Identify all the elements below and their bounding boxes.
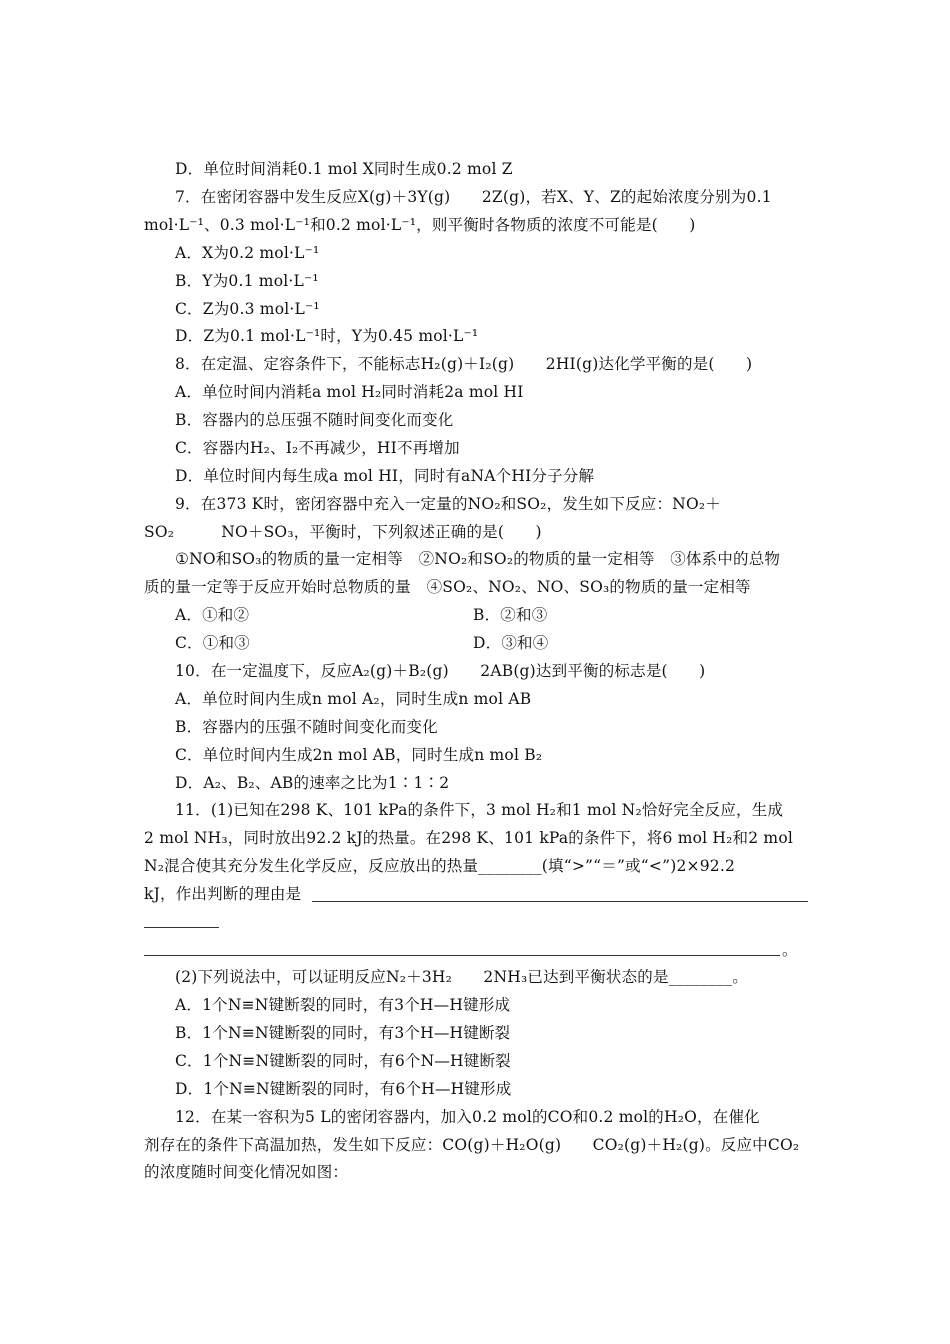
q8-option-c: C．容器内H₂、I₂不再减少，HI不再增加 xyxy=(175,439,460,457)
q11-answer-blank-1[interactable] xyxy=(312,901,808,902)
q9-stem-line1: 9．在373 K时，密闭容器中充入一定量的NO₂和SO₂，发生如下反应：NO₂＋ xyxy=(175,495,721,513)
q11-answer-period: 。 xyxy=(782,941,798,959)
q10-option-b: B．容器内的压强不随时间变化而变化 xyxy=(175,718,438,736)
q11-option-b: B．1个N≡N键断裂的同时，有3个H—H键断裂 xyxy=(175,1024,511,1042)
q11-part2-stem: (2)下列说法中，可以证明反应N₂＋3H₂ 2NH₃已达到平衡状态的是________。 xyxy=(175,968,748,986)
q7-option-b: B．Y为0.1 mol·L⁻¹ xyxy=(175,272,319,290)
q11-answer-blank-2[interactable] xyxy=(144,927,219,928)
q12-stem-line1: 12．在某一容积为5 L的密闭容器内，加入0.2 mol的CO和0.2 mol的H₂O，在催化 xyxy=(175,1108,760,1126)
q11-answer-blank-3[interactable] xyxy=(144,955,780,956)
q9-statements-line1: ①NO和SO₃的物质的量一定相等 ②NO₂和SO₂的物质的量一定相等 ③体系中的总物 xyxy=(175,550,781,568)
q7-option-a: A．X为0.2 mol·L⁻¹ xyxy=(175,244,320,262)
q11-part1-line3: N₂混合使其充分发生化学反应，反应放出的热量________(填“>”“＝”或“<”)2×92.2 xyxy=(144,857,736,875)
q12-stem-line3: 的浓度随时间变化情况如图： xyxy=(144,1163,349,1181)
q7-option-d: D．Z为0.1 mol·L⁻¹时，Y为0.45 mol·L⁻¹ xyxy=(175,327,479,345)
q11-option-a: A．1个N≡N键断裂的同时，有3个H—H键形成 xyxy=(175,996,511,1014)
q8-stem: 8．在定温、定容条件下，不能标志H₂(g)＋I₂(g) 2HI(g)达化学平衡的是( ) xyxy=(175,355,753,373)
q11-option-c: C．1个N≡N键断裂的同时，有6个N—H键断裂 xyxy=(175,1052,511,1070)
q10-option-a: A．单位时间内生成n mol A₂，同时生成n mol AB xyxy=(175,690,532,708)
q7-stem-line1: 7．在密闭容器中发生反应X(g)＋3Y(g) 2Z(g)，若X、Y、Z的起始浓度分别为0.1 xyxy=(175,188,772,206)
q10-option-c: C．单位时间内生成2n mol AB，同时生成n mol B₂ xyxy=(175,746,543,764)
q7-option-c: C．Z为0.3 mol·L⁻¹ xyxy=(175,300,320,318)
q11-part1-line1: 11．(1)已知在298 K、101 kPa的条件下，3 mol H₂和1 mol N₂恰好完全反应，生成 xyxy=(175,801,784,819)
q9-stem-line2: SO₂ NO＋SO₃，平衡时，下列叙述正确的是( ) xyxy=(144,523,542,541)
q9-option-d: D．③和④ xyxy=(473,634,549,652)
q9-statements-line2: 质的量一定等于反应开始时总物质的量 ④SO₂、NO₂、NO、SO₃的物质的量一定相等 xyxy=(144,578,751,596)
q12-stem-line2: 剂存在的条件下高温加热，发生如下反应：CO(g)＋H₂O(g) CO₂(g)＋H₂(g)。反应中CO₂ xyxy=(144,1136,800,1154)
q11-option-d: D．1个N≡N键断裂的同时，有6个H—H键形成 xyxy=(175,1080,512,1098)
q11-part1-line2: 2 mol NH₃，同时放出92.2 kJ的热量。在298 K、101 kPa的条件下，将6 mol H₂和2 mol xyxy=(144,829,794,847)
q10-option-d: D．A₂、B₂、AB的速率之比为1∶1∶2 xyxy=(175,774,450,792)
q10-stem: 10．在一定温度下，反应A₂(g)＋B₂(g) 2AB(g)达到平衡的标志是( ) xyxy=(175,662,706,680)
q11-reason-prompt: kJ，作出判断的理由是 xyxy=(144,885,302,903)
q7-stem-line2: mol·L⁻¹、0.3 mol·L⁻¹和0.2 mol·L⁻¹，则平衡时各物质的浓度不可能是( ) xyxy=(144,216,696,234)
q9-option-b: B．②和③ xyxy=(473,606,548,624)
q9-option-c: C．①和③ xyxy=(175,634,250,652)
q8-option-b: B．容器内的总压强不随时间变化而变化 xyxy=(175,411,454,429)
q6-option-d: D．单位时间消耗0.1 mol X同时生成0.2 mol Z xyxy=(175,160,513,178)
q8-option-d: D．单位时间内每生成a mol HI，同时有aNA个HI分子分解 xyxy=(175,467,595,485)
q9-option-a: A．①和② xyxy=(175,606,250,624)
q8-option-a: A．单位时间内消耗a mol H₂同时消耗2a mol HI xyxy=(175,383,524,401)
